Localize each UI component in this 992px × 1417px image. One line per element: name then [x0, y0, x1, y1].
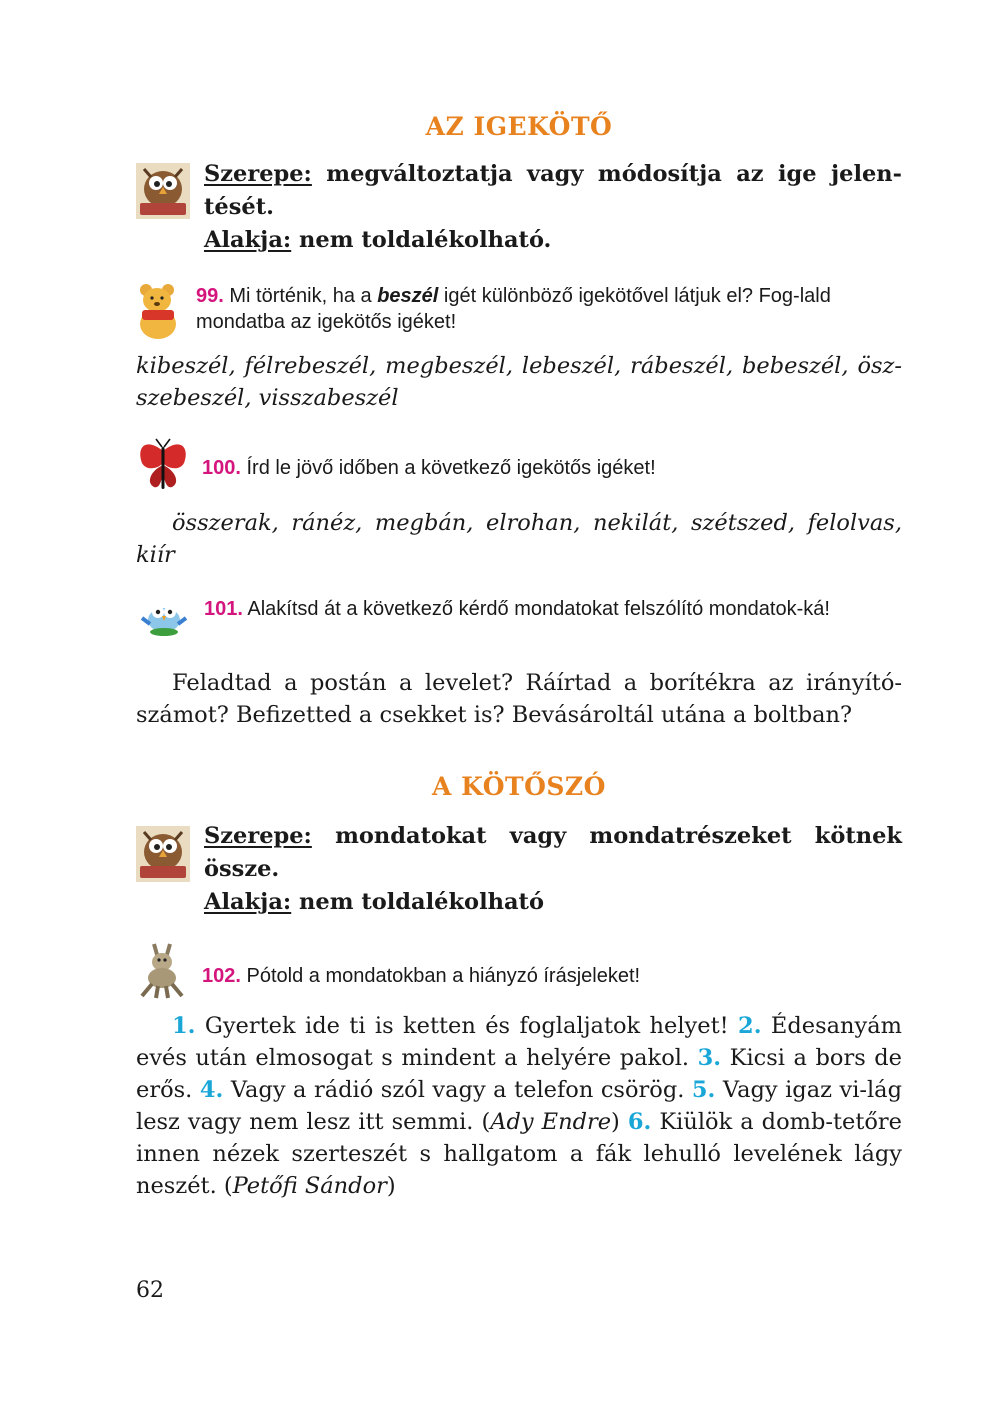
task-text: Írd le jövő időben a következő igekötős igéket!	[240, 457, 656, 479]
rule-box-kotoszo	[204, 820, 902, 919]
task-102-sentences	[136, 1010, 902, 1202]
task-text: igét különböző igekötővel látjuk el? Fog-lald mondatba az igekötős igéket!	[196, 285, 831, 333]
highlighted-word: beszél	[377, 285, 439, 307]
sentence: Kicsi a bors de erős.	[136, 1045, 902, 1103]
task-99-instruction	[196, 283, 902, 335]
task-number: 101.	[204, 598, 243, 620]
task-text: Mi történik, ha a	[223, 285, 378, 307]
role-text: megváltoztatja vagy módosítja az ige jelen-tését.	[204, 161, 902, 220]
butterfly-icon	[136, 437, 190, 497]
sentence: )	[611, 1109, 628, 1135]
task-100-instruction	[202, 455, 902, 481]
form-text: nem toldalékolható	[291, 889, 544, 915]
form-label: Alakja:	[204, 227, 292, 253]
task-100-word-list: összerak, ránéz, megbán, elrohan, nekilát, szétszed, felolvas, kiír	[136, 510, 902, 568]
task-number: 100.	[202, 457, 241, 479]
sentence: Gyertek ide ti is ketten és foglaljatok helyet!	[195, 1013, 739, 1039]
sentence: Édesanyám evés után elmosogat s mindent a helyére pakol.	[136, 1013, 902, 1071]
sentence-number: 4.	[199, 1077, 224, 1103]
role-label: Szerepe:	[204, 823, 312, 849]
sentence-number: 1.	[172, 1013, 196, 1039]
sentence-number: 2.	[738, 1013, 762, 1039]
task-number: 102.	[202, 965, 241, 987]
cartoon-bird-icon	[138, 598, 190, 638]
role-text: mondatokat vagy mondatrészeket kötnek össze.	[204, 823, 902, 882]
author-name: Ady Endre	[490, 1109, 612, 1135]
sentence: Vagy igaz vi-lág lesz vagy nem lesz itt semmi. (	[136, 1077, 903, 1135]
role-label: Szerepe:	[204, 161, 312, 187]
task-102-instruction	[202, 963, 902, 989]
sentence: )	[386, 1173, 396, 1199]
form-text: nem toldalékolható.	[291, 227, 552, 253]
author-name: Petőfi Sándor	[232, 1173, 387, 1199]
task-text: Alakítsd át a következő kérdő mondatokat felszólító mondatok-ká!	[242, 598, 830, 620]
form-label: Alakja:	[204, 889, 292, 915]
section-title-kotoszo: A KÖTŐSZÓ	[432, 772, 606, 801]
sentence: Vagy a rádió szól vagy a telefon csörög.	[223, 1077, 692, 1103]
owl-teacher-icon	[136, 163, 190, 219]
section-title-igekoto: AZ IGEKÖTŐ	[425, 112, 613, 141]
task-number: 99.	[196, 285, 224, 307]
page-number: 62	[136, 1278, 164, 1303]
sentence-number: 3.	[697, 1045, 722, 1071]
winnie-the-pooh-icon	[134, 280, 186, 340]
task-101-instruction	[204, 596, 902, 622]
task-text: Pótold a mondatokban a hiányzó írásjeleket!	[240, 965, 641, 987]
task-101-sentences: Feladtad a postán a levelet? Ráírtad a borítékra az irányító-számot? Befizetted a csekket is? Bevásároltál utána a boltban?	[136, 670, 902, 728]
sentence-number: 5.	[691, 1077, 716, 1103]
owl-teacher-icon	[136, 826, 190, 882]
rule-box-igekoto	[204, 158, 902, 257]
task-99-word-list: kibeszél, félrebeszél, megbeszél, lebeszél, rábeszél, bebeszél, ösz-szebeszél, visszabeszél	[136, 353, 902, 411]
sentence-number: 6.	[627, 1109, 652, 1135]
cartoon-donkey-icon	[134, 940, 190, 1000]
sentence: Kiülök a domb-tetőre innen nézek szerteszét s hallgatom a fák lehulló levelének lágy neszét. (	[136, 1109, 902, 1199]
